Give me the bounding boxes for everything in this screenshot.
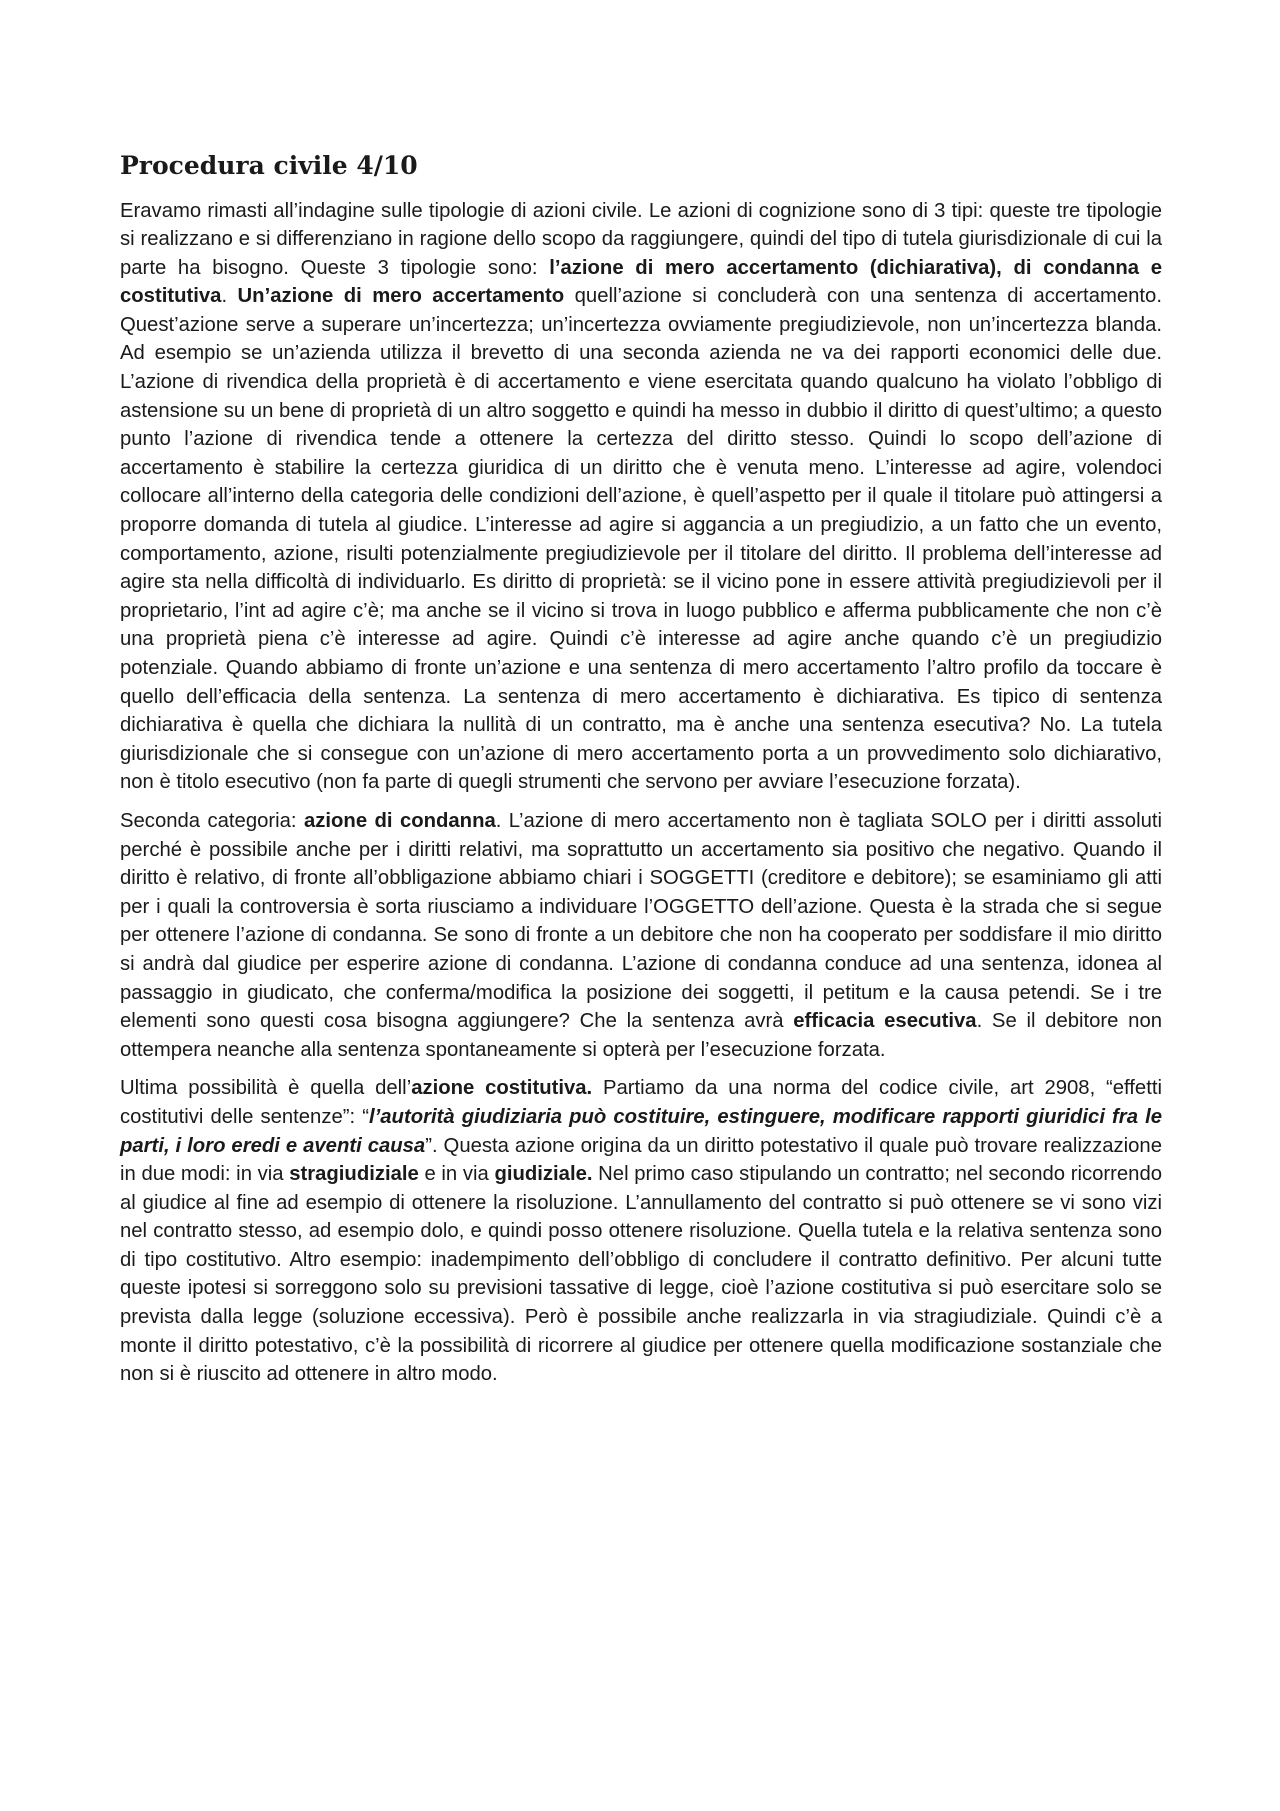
text-run: ”. Questa azione origina da un diritto potestativo il quale può trovare realizzazione in due modi: in via (120, 1134, 1162, 1186)
emphasized-text: l’azione di mero accertamento (dichiarativa), di condanna e costitutiva (120, 256, 1162, 308)
emphasized-text: giudiziale. (494, 1163, 593, 1186)
text-run: . Se il debitore non ottempera neanche alla sentenza spontaneamente si opterà per l’esecuzione forzata. (120, 1010, 1163, 1061)
text-run: . L’azione di mero accertamento non è tagliata SOLO per i diritti assoluti perché è possibile anche per i diritti relativi, ma soprattutto un accertamento sia positivo che negativo. Quando il diritto è relativo, di fronte all’obbligazione abbiamo chiari i SOGGETTI (creditore e debitore); se esaminiamo gli atti per i quali la controversia è sorta riusciamo a individuare l’OGGETTO dell’azione. Questa è la strada che si segue per ottenere l’azione di condanna. Se sono di fronte a un debitore che non ha cooperato per soddisfare il mio diritto si andrà dal giudice per esperire azione di condanna. L’azione di condanna conduce ad una sentenza, idonea al passaggio in giudicato, che conferma/modifica la posizione dei soggetti, il petitum e la causa petendi. Se i tre elementi sono questi cosa bisogna aggiungere? Che la sentenza avrà (120, 809, 1163, 1033)
text-run: Nel primo caso stipulando un contratto; nel secondo ricorrendo al giudice al fine ad esempio di ottenere la risoluzione. L’annullamento del contratto si può ottenere se vi sono vizi nel contratto stesso, ad esempio dolo, e quindi posso ottenere risoluzione. Quella tutela e la relativa sentenza sono di tipo costitutivo. Altro esempio: inadempimento dell’obbligo di concludere il contratto definitivo. Per alcuni tutte queste ipotesi si sorreggono solo su previsioni tassative di legge, cioè l’azione costitutiva si può esercitare solo se prevista dalla legge (soluzione eccessiva). Però è possibile anche realizzarla in via stragiudiziale. Quindi c’è a monte il diritto potestativo, c’è la possibilità di ricorrere al giudice per ottenere quella modificazione sostanziale che non si è riuscito ad ottenere in altro modo. (120, 1163, 1163, 1386)
emphasized-text: Un’azione di mero accertamento (237, 285, 565, 308)
document-page (120, 150, 1162, 1399)
text-run: Ultima possibilità è quella dell’ (120, 1077, 412, 1100)
text-run: e in via (418, 1163, 495, 1186)
emphasized-text: azione di condanna (303, 809, 496, 832)
emphasized-text: efficacia esecutiva (793, 1010, 977, 1033)
emphasized-text: l’autorità giudiziaria può costituire, estinguere, modificare rapporti giuridici fra le parti, i loro eredi e aventi causa (120, 1105, 1162, 1157)
document-body (120, 197, 1162, 1389)
emphasized-text: stragiudiziale (289, 1163, 419, 1186)
text-run: Partiamo da una norma del codice civile, art 2908, “effetti costitutivi delle sentenze”: “ (120, 1077, 1162, 1128)
text-run: Seconda categoria: (120, 809, 304, 832)
text-run: Eravamo rimasti all’indagine sulle tipologie di azioni civile. Le azioni di cognizione sono di 3 tipi: queste tre tipologie si realizzano e si differenziano in ragione dello scopo da raggiungere, quindi del tipo di tutela giurisdizionale di cui la parte ha bisogno. Queste 3 tipologie sono: (120, 199, 1162, 279)
emphasized-text: azione costitutiva. (411, 1077, 593, 1100)
text-run: . (221, 285, 238, 308)
paragraph (120, 807, 1162, 1064)
paragraph (120, 1074, 1162, 1389)
text-run: quell’azione si concluderà con una sentenza di accertamento. Quest’azione serve a superare un’incertezza; un’incertezza ovviamente pregiudizievole, non un’incertezza blanda. Ad esempio se un’azienda utilizza il brevetto di una seconda azienda ne va dei rapporti economici delle due. L’azione di rivendica della proprietà è di accertamento e viene esercitata quando qualcuno ha violato l’obbligo di astensione su un bene di proprietà di un altro soggetto e quindi ha messo in dubbio il diritto di quest’ultimo; a questo punto l’azione di rivendica tende a ottenere la certezza del diritto stesso. Quindi lo scopo dell’azione di accertamento è stabilire la certezza giuridica di un diritto che è venuta meno. L’interesse ad agire, volendoci collocare all’interno della categoria delle condizioni dell’azione, è quell’aspetto per il quale il titolare può attingersi a proporre domanda di tutela al giudice. L’interesse ad agire si aggancia a un pregiudizio, a un fatto che un evento, comportamento, azione, risulti potenzialmente pregiudizievole per il titolare del diritto. Il problema dell’interesse ad agire sta nella difficoltà di individuarlo. Es diritto di proprietà: se il vicino pone in essere attività pregiudizievoli per il proprietario, l’int ad agire c’è; ma anche se il vicino si trova in luogo pubblico e afferma pubblicamente che non c’è una proprietà piena c’è interesse ad agire. Quindi c’è interesse ad agire anche quando c’è un pregiudizio potenziale. Quando abbiamo di fronte un’azione e una sentenza di mero accertamento l’altro profilo da toccare è quello dell’efficacia della sentenza. La sentenza di mero accertamento è dichiarativa. Es tipico di sentenza dichiarativa è quella che dichiara la nullità di un contratto, ma è anche una sentenza esecutiva? No. La tutela giurisdizionale che si consegue con un’azione di mero accertamento porta a un provvedimento solo dichiarativo, non è titolo esecutivo (non fa parte di quegli strumenti che servono per avviare l’esecuzione forzata). (120, 285, 1162, 794)
paragraph (120, 197, 1162, 797)
page-title: Procedura civile 4/10 (120, 151, 418, 180)
